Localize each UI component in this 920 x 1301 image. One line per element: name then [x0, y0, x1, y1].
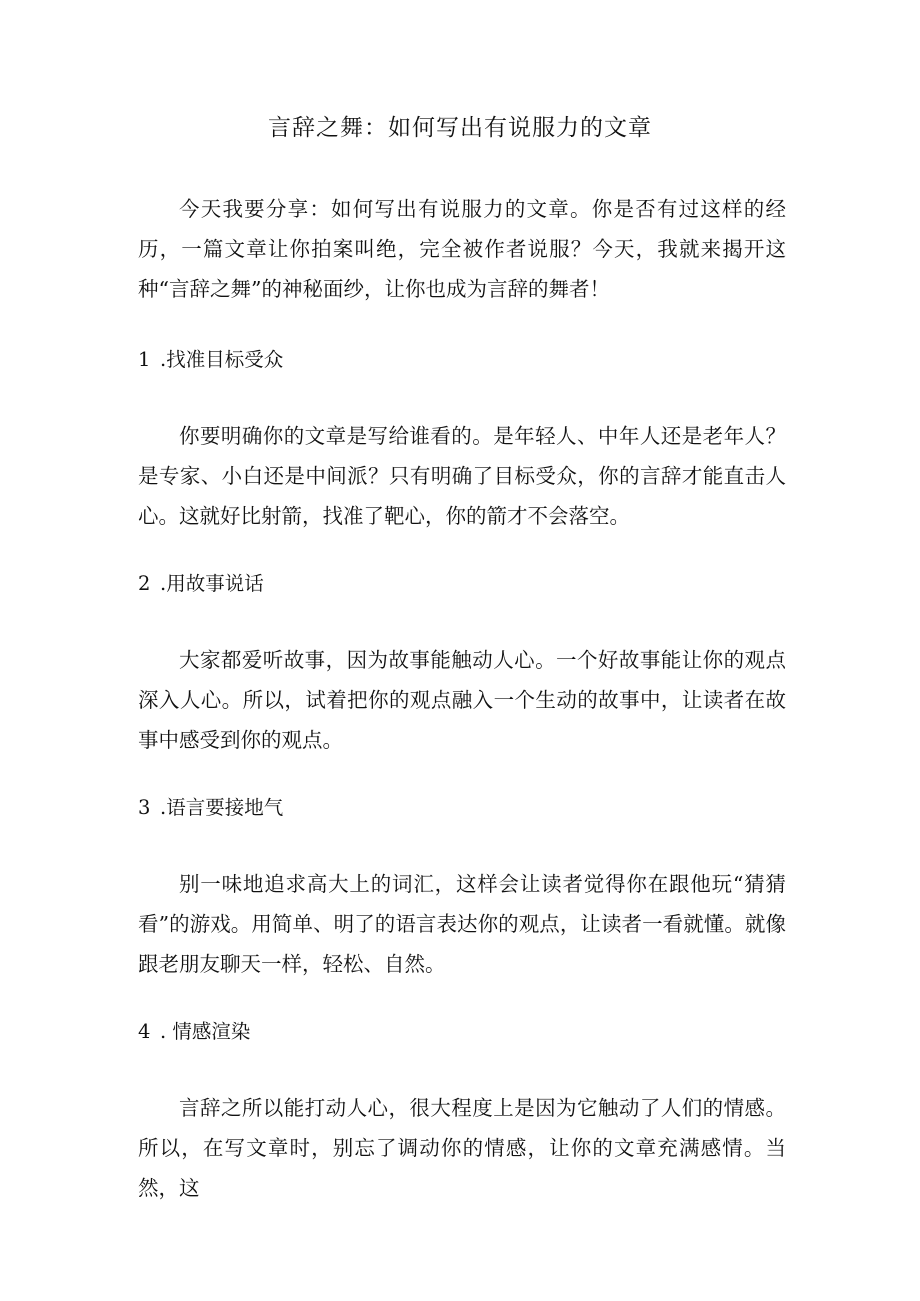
section-title: . 情感渲染 [160, 1020, 251, 1043]
section-heading-3 [138, 792, 786, 824]
section-title: .用故事说话 [160, 572, 264, 595]
section-body-2: 大家都爱听故事，因为故事能触动人心。一个好故事能让你的观点深入人心。所以，试着把你的观点融入一个生动的故事中，让读者在故事中感受到你的观点。 [138, 648, 786, 752]
section-title: .找准目标受众 [160, 348, 284, 371]
section-number: 2 [138, 572, 151, 595]
section-number: 3 [138, 796, 151, 819]
section-heading-1 [138, 344, 786, 376]
section-body-1: 你要明确你的文章是写给谁看的。是年轻人、中年人还是老年人？是专家、小白还是中间派？只有明确了目标受众，你的言辞才能直击人心。这就好比射箭，找准了靶心，你的箭才不会落空。 [138, 424, 786, 528]
section-heading-4 [138, 1016, 786, 1048]
section-body-4: 言辞之所以能打动人心，很大程度上是因为它触动了人们的情感。所以，在写文章时，别忘了调动你的情感，让你的文章充满感情。当然，这 [138, 1096, 786, 1200]
section-number: 4 [138, 1020, 151, 1043]
section-title: .语言要接地气 [160, 796, 284, 819]
section-number: 1 [138, 348, 151, 371]
intro-paragraph: 今天我要分享：如何写出有说服力的文章。你是否有过这样的经历，一篇文章让你拍案叫绝，完全被作者说服？今天，我就来揭开这种“言辞之舞”的神秘面纱，让你也成为言辞的舞者！ [138, 197, 786, 301]
section-heading-2 [138, 568, 786, 600]
page-title: 言辞之舞：如何写出有说服力的文章 [268, 115, 652, 141]
section-body-3: 别一味地追求高大上的词汇，这样会让读者觉得你在跟他玩“猜猜看”的游戏。用简单、明了的语言表达你的观点，让读者一看就懂。就像跟老朋友聊天一样，轻松、自然。 [138, 872, 786, 976]
